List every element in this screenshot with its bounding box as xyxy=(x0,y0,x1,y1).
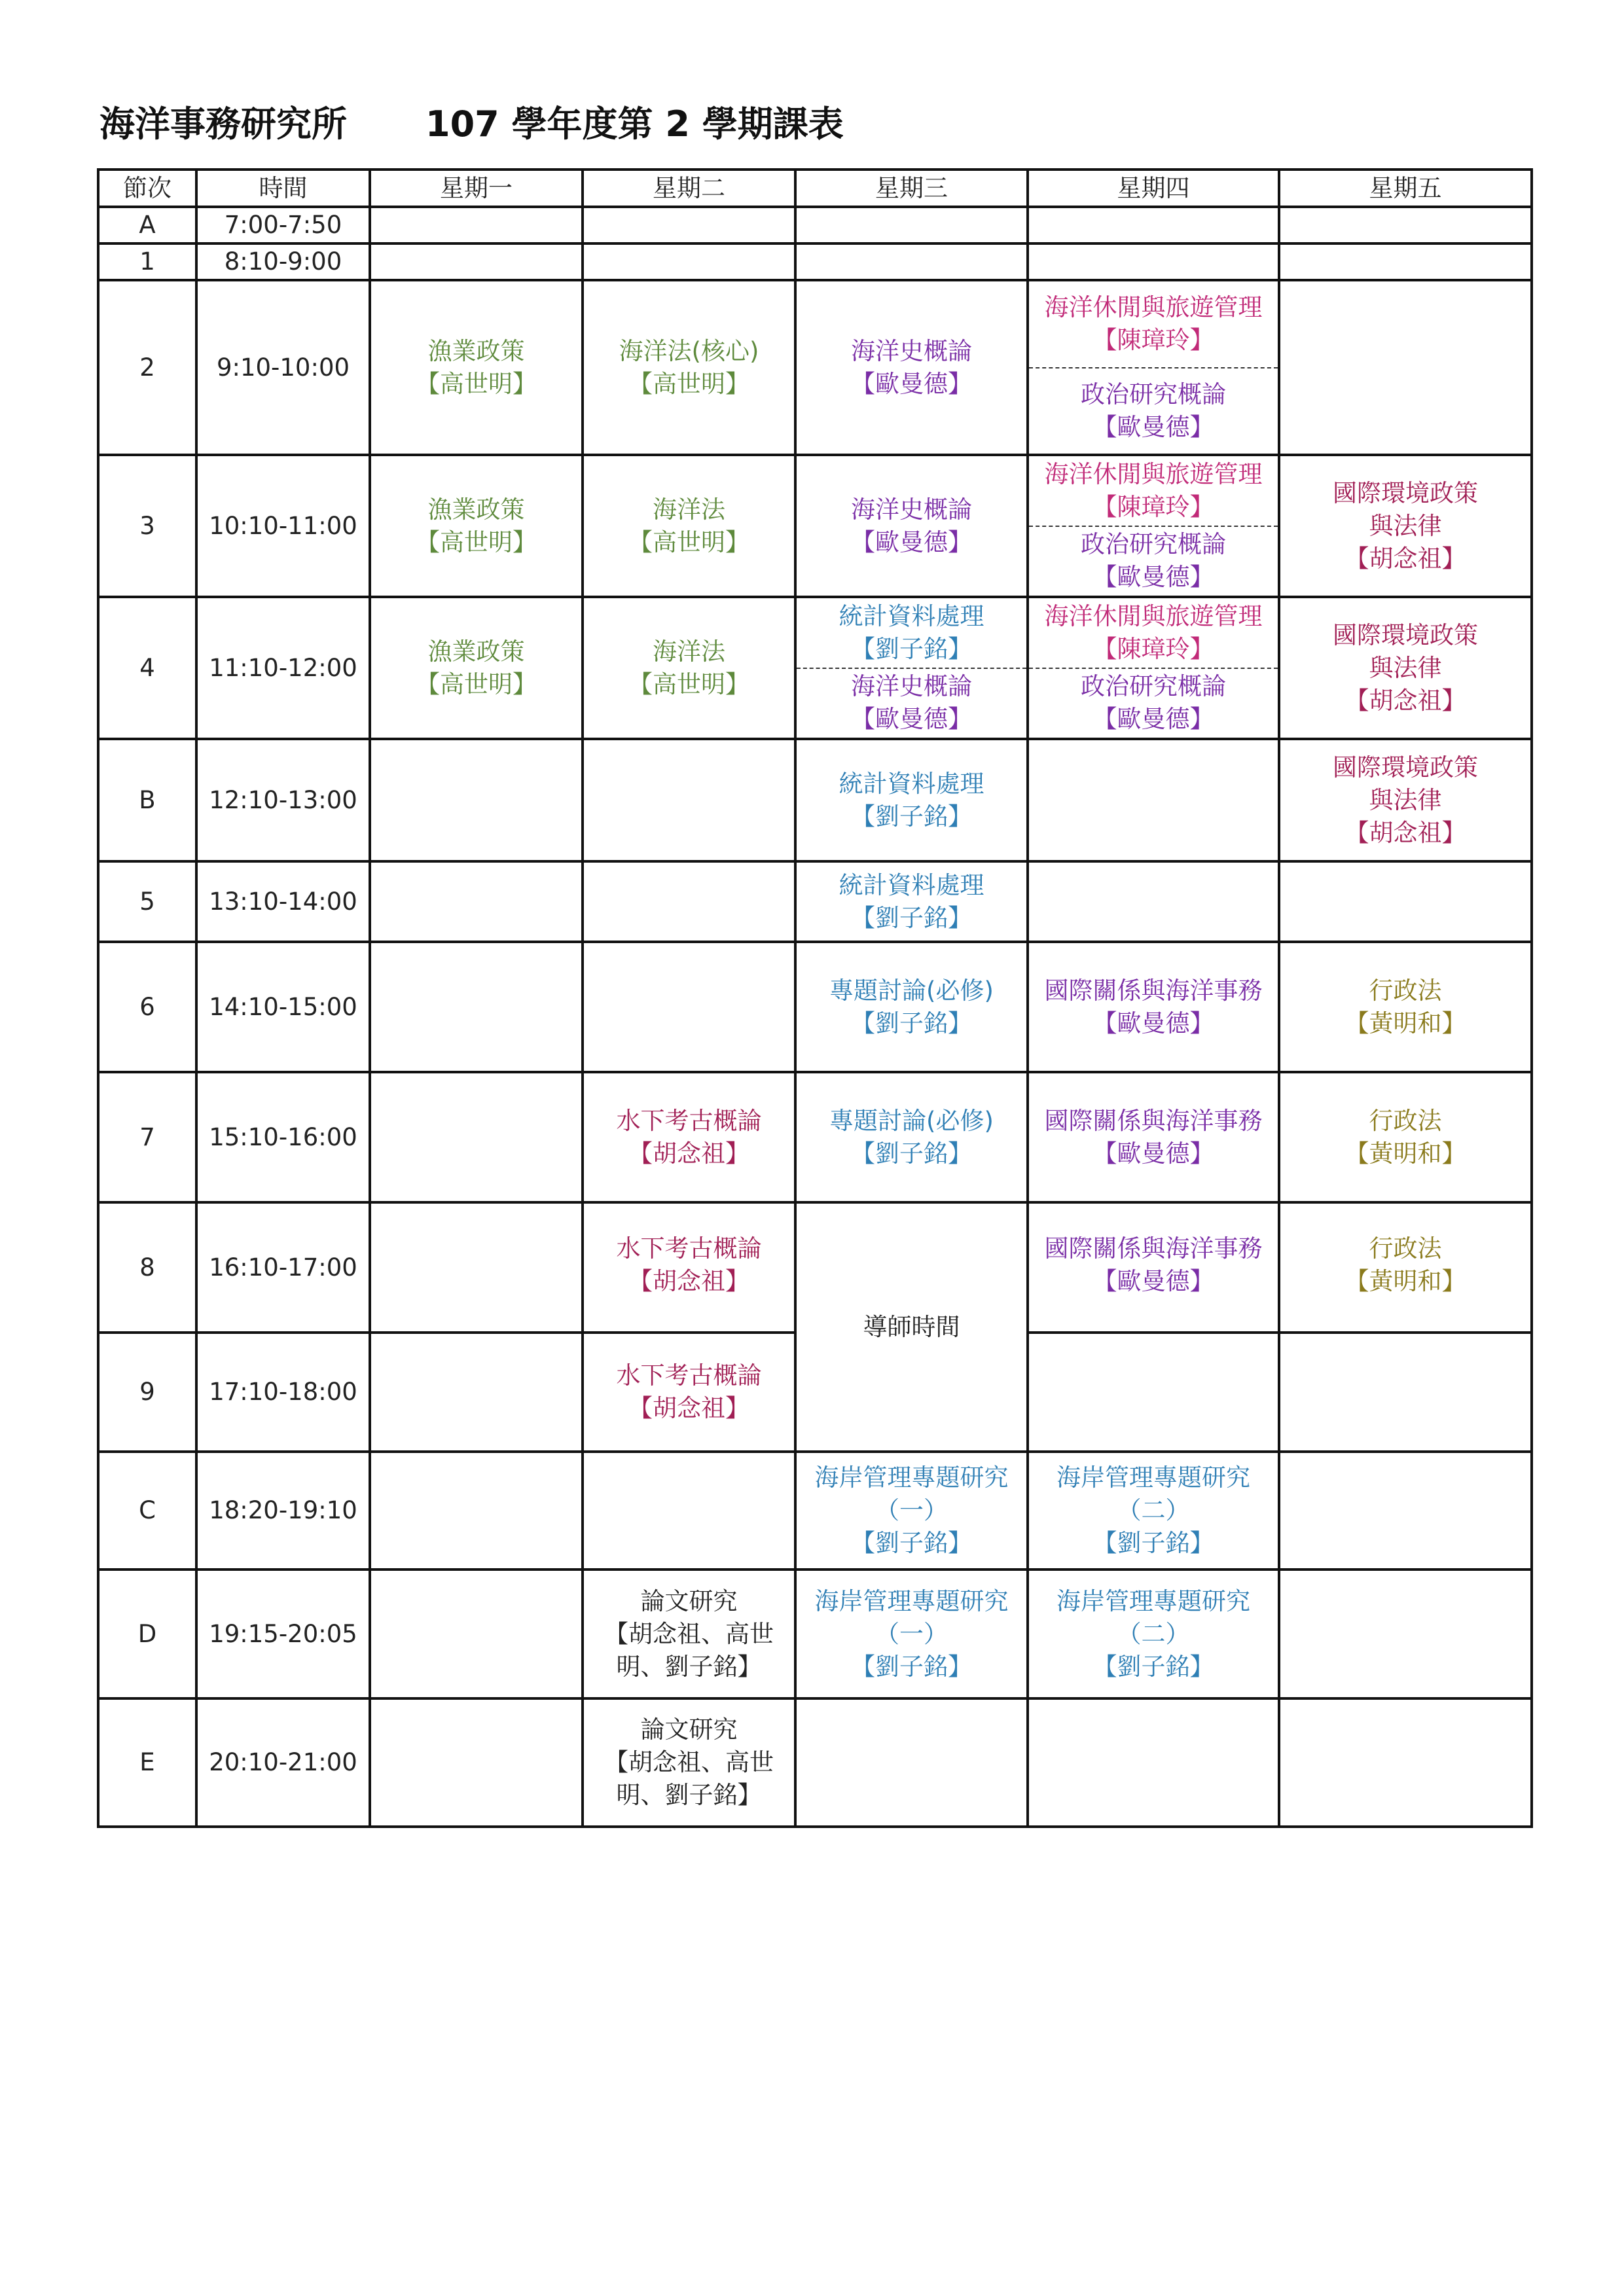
period-row-5 xyxy=(98,861,1532,942)
period-time: 20:10-21:00 xyxy=(196,1698,370,1827)
course-teacher: 【胡念祖、高世 xyxy=(604,1748,774,1776)
course-teacher: 【歐曼德】 xyxy=(851,528,972,556)
course-teacher: 【陳璋玲】 xyxy=(1092,634,1214,663)
course-cell-tue xyxy=(583,1202,795,1333)
period-row-6 xyxy=(98,942,1532,1072)
course-name: 政治研究概論 xyxy=(1081,530,1226,559)
course-cell-fri xyxy=(1279,942,1532,1072)
course-name: 統計資料處理 xyxy=(839,601,984,630)
course-cell-wed xyxy=(795,942,1028,1072)
course-teacher: 【歐曼德】 xyxy=(1092,1267,1214,1295)
course-name: 政治研究概論 xyxy=(1081,672,1226,701)
course-cell-fri xyxy=(1279,597,1532,739)
course-name: 專題討論(必修) xyxy=(829,1106,994,1135)
course-cell-thu xyxy=(1028,1452,1279,1570)
course-teacher: 【胡念祖】 xyxy=(628,1267,749,1295)
course-teacher: 【胡念祖】 xyxy=(1344,818,1466,847)
course-name: 政治研究概論 xyxy=(1081,380,1226,408)
course-name: 海岸管理專題研究 xyxy=(814,1463,1009,1492)
course-teacher: 【歐曼德】 xyxy=(851,705,972,734)
period-id: D xyxy=(98,1570,196,1698)
course-name: 水下考古概論 xyxy=(616,1106,762,1135)
course-cell-wed xyxy=(795,1072,1028,1202)
department-name: 海洋事務研究所 xyxy=(99,103,347,145)
course-cell-thu xyxy=(1028,1202,1279,1333)
course-name: 國際環境政策 xyxy=(1333,753,1478,781)
course-name: 導師時間 xyxy=(863,1312,960,1341)
period-time: 8:10-9:00 xyxy=(196,243,370,280)
course-cell-tue xyxy=(583,1333,795,1452)
course-name: 行政法 xyxy=(1369,1106,1442,1135)
course-teacher: 【劉子銘】 xyxy=(851,903,972,932)
course-cell-thu xyxy=(1028,1072,1279,1202)
course-cell-wed xyxy=(795,861,1028,942)
period-time: 16:10-17:00 xyxy=(196,1202,370,1333)
course-name: 國際關係與海洋事務 xyxy=(1044,976,1263,1005)
course-name: 海洋法 xyxy=(653,637,725,666)
course-name: 專題討論(必修) xyxy=(829,976,994,1005)
course-teacher: 【胡念祖】 xyxy=(1344,544,1466,573)
period-row-C xyxy=(98,1452,1532,1570)
course-name: 行政法 xyxy=(1369,1234,1442,1263)
course-name: 海洋史概論 xyxy=(851,336,972,365)
period-id: 3 xyxy=(98,455,196,597)
course-teacher: 【劉子銘】 xyxy=(1092,1652,1214,1681)
course-cell-tue xyxy=(583,280,795,455)
col-header-period: 節次 xyxy=(98,170,196,207)
course-cell-mon xyxy=(370,597,583,739)
period-id: 6 xyxy=(98,942,196,1072)
course-name: 統計資料處理 xyxy=(839,769,984,798)
course-block xyxy=(797,668,1026,738)
period-id: 5 xyxy=(98,861,196,942)
course-cell-fri xyxy=(1279,739,1532,861)
period-row-3 xyxy=(98,455,1532,597)
period-time: 14:10-15:00 xyxy=(196,942,370,1072)
period-time: 19:15-20:05 xyxy=(196,1570,370,1698)
period-row-A xyxy=(98,207,1532,243)
course-cell-thu xyxy=(1028,455,1279,597)
course-cell-wed xyxy=(795,280,1028,455)
course-teacher: 【歐曼德】 xyxy=(1092,705,1214,734)
course-teacher: 【歐曼德】 xyxy=(851,369,972,398)
course-teacher: 【胡念祖】 xyxy=(628,1394,749,1422)
course-teacher: 【劉子銘】 xyxy=(851,1529,972,1557)
course-teacher-line2: 明、劉子銘】 xyxy=(616,1781,762,1809)
course-teacher: 【劉子銘】 xyxy=(851,1139,972,1168)
course-teacher: 【黃明和】 xyxy=(1344,1139,1466,1168)
period-row-1 xyxy=(98,243,1532,280)
period-id: 8 xyxy=(98,1202,196,1333)
period-time: 11:10-12:00 xyxy=(196,597,370,739)
course-teacher: 【陳璋玲】 xyxy=(1092,326,1214,355)
course-cell-mon xyxy=(370,280,583,455)
course-cell-wed xyxy=(795,1570,1028,1698)
course-teacher: 【黃明和】 xyxy=(1344,1009,1466,1037)
period-id: 4 xyxy=(98,597,196,739)
col-header-mon: 星期一 xyxy=(370,170,583,207)
course-name: 海洋休閒與旅遊管理 xyxy=(1044,293,1263,322)
col-header-fri: 星期五 xyxy=(1279,170,1532,207)
course-cell-tue xyxy=(583,597,795,739)
course-teacher: 【高世明】 xyxy=(628,670,749,698)
course-teacher: 【歐曼德】 xyxy=(1092,1009,1214,1037)
course-name: 海洋休閒與旅遊管理 xyxy=(1044,459,1263,488)
course-teacher: 【劉子銘】 xyxy=(851,1009,972,1037)
course-teacher: 【胡念祖】 xyxy=(1344,686,1466,715)
period-time: 13:10-14:00 xyxy=(196,861,370,942)
course-teacher: 【劉子銘】 xyxy=(851,802,972,831)
period-row-7 xyxy=(98,1072,1532,1202)
col-header-tue: 星期二 xyxy=(583,170,795,207)
course-name: 論文研究 xyxy=(640,1587,738,1615)
course-part: （一） xyxy=(875,1496,948,1524)
course-cell-wed xyxy=(795,455,1028,597)
period-id: C xyxy=(98,1452,196,1570)
course-name: 海岸管理專題研究 xyxy=(1056,1587,1250,1615)
course-cell-wed xyxy=(795,1452,1028,1570)
col-header-time: 時間 xyxy=(196,170,370,207)
course-teacher: 【歐曼德】 xyxy=(1092,563,1214,592)
course-name: 水下考古概論 xyxy=(616,1234,762,1263)
period-id: 1 xyxy=(98,243,196,280)
col-header-thu: 星期四 xyxy=(1028,170,1279,207)
course-cell-fri xyxy=(1279,1202,1532,1333)
course-name: 漁業政策 xyxy=(427,336,525,365)
course-cell-fri xyxy=(1279,1072,1532,1202)
course-name: 海洋法(核心) xyxy=(619,336,759,365)
course-name: 海洋法 xyxy=(653,495,725,524)
course-teacher: 【胡念祖】 xyxy=(628,1139,749,1168)
schedule-table xyxy=(97,168,1533,1828)
period-id: B xyxy=(98,739,196,861)
course-name: 海岸管理專題研究 xyxy=(1056,1463,1250,1492)
course-name: 行政法 xyxy=(1369,976,1442,1005)
course-teacher: 【陳璋玲】 xyxy=(1092,492,1214,521)
course-cell-tue xyxy=(583,1072,795,1202)
period-time: 15:10-16:00 xyxy=(196,1072,370,1202)
course-name: 海洋史概論 xyxy=(851,672,972,701)
course-name-line2: 與法律 xyxy=(1369,785,1442,814)
course-block xyxy=(1029,281,1278,367)
period-time: 7:00-7:50 xyxy=(196,207,370,243)
course-block xyxy=(1029,598,1278,668)
course-name: 海洋史概論 xyxy=(851,495,972,524)
course-cell-tue xyxy=(583,1570,795,1698)
col-header-wed: 星期三 xyxy=(795,170,1028,207)
course-block xyxy=(797,598,1026,668)
term-title: 107 學年度第 2 學期課表 xyxy=(425,103,844,145)
course-part: （一） xyxy=(875,1619,948,1648)
course-teacher: 【高世明】 xyxy=(416,528,537,556)
course-cell-thu xyxy=(1028,280,1279,455)
period-row-2 xyxy=(98,280,1532,455)
course-teacher: 【胡念祖、高世 xyxy=(604,1619,774,1648)
period-time: 17:10-18:00 xyxy=(196,1333,370,1452)
course-teacher: 【劉子銘】 xyxy=(1092,1529,1214,1557)
course-teacher: 【高世明】 xyxy=(416,369,537,398)
course-teacher: 【高世明】 xyxy=(628,528,749,556)
period-time: 9:10-10:00 xyxy=(196,280,370,455)
course-name: 論文研究 xyxy=(640,1715,738,1744)
course-cell-mon xyxy=(370,455,583,597)
course-teacher: 【劉子銘】 xyxy=(851,1652,972,1681)
course-cell-tue xyxy=(583,1698,795,1827)
period-row-8 xyxy=(98,1202,1532,1333)
course-name: 統計資料處理 xyxy=(839,870,984,899)
course-cell-wed-tutor xyxy=(795,1202,1028,1452)
period-id: A xyxy=(98,207,196,243)
course-cell-thu xyxy=(1028,597,1279,739)
course-name: 國際關係與海洋事務 xyxy=(1044,1234,1263,1263)
course-block xyxy=(1029,668,1278,738)
course-part: （二） xyxy=(1117,1619,1190,1648)
course-teacher: 【劉子銘】 xyxy=(851,634,972,663)
course-name-line2: 與法律 xyxy=(1369,653,1442,682)
course-name-line2: 與法律 xyxy=(1369,511,1442,540)
course-name: 國際環境政策 xyxy=(1333,620,1478,649)
period-time: 12:10-13:00 xyxy=(196,739,370,861)
course-teacher: 【高世明】 xyxy=(416,670,537,698)
course-cell-fri xyxy=(1279,455,1532,597)
period-row-E xyxy=(98,1698,1532,1827)
course-part: （二） xyxy=(1117,1496,1190,1524)
period-time: 18:20-19:10 xyxy=(196,1452,370,1570)
course-name: 海洋休閒與旅遊管理 xyxy=(1044,601,1263,630)
course-cell-wed xyxy=(795,597,1028,739)
course-teacher: 【高世明】 xyxy=(628,369,749,398)
course-cell-tue xyxy=(583,455,795,597)
period-time: 10:10-11:00 xyxy=(196,455,370,597)
course-cell-wed xyxy=(795,739,1028,861)
course-teacher: 【歐曼德】 xyxy=(1092,1139,1214,1168)
course-teacher-line2: 明、劉子銘】 xyxy=(616,1652,762,1681)
course-teacher: 【歐曼德】 xyxy=(1092,412,1214,441)
course-cell-thu xyxy=(1028,1570,1279,1698)
course-name: 國際關係與海洋事務 xyxy=(1044,1106,1263,1135)
period-id: 7 xyxy=(98,1072,196,1202)
period-id: 9 xyxy=(98,1333,196,1452)
period-row-D xyxy=(98,1570,1532,1698)
course-cell-thu xyxy=(1028,942,1279,1072)
period-id: 2 xyxy=(98,280,196,455)
course-block xyxy=(1029,456,1278,526)
course-name: 漁業政策 xyxy=(427,637,525,666)
period-id: E xyxy=(98,1698,196,1827)
course-name: 水下考古概論 xyxy=(616,1361,762,1390)
course-block xyxy=(1029,367,1278,454)
course-name: 漁業政策 xyxy=(427,495,525,524)
period-row-4 xyxy=(98,597,1532,739)
course-teacher: 【黃明和】 xyxy=(1344,1267,1466,1295)
period-row-B xyxy=(98,739,1532,861)
course-name: 國際環境政策 xyxy=(1333,478,1478,507)
header-row xyxy=(98,170,1532,207)
course-name: 海岸管理專題研究 xyxy=(814,1587,1009,1615)
page-title xyxy=(99,92,844,151)
course-block xyxy=(1029,526,1278,596)
